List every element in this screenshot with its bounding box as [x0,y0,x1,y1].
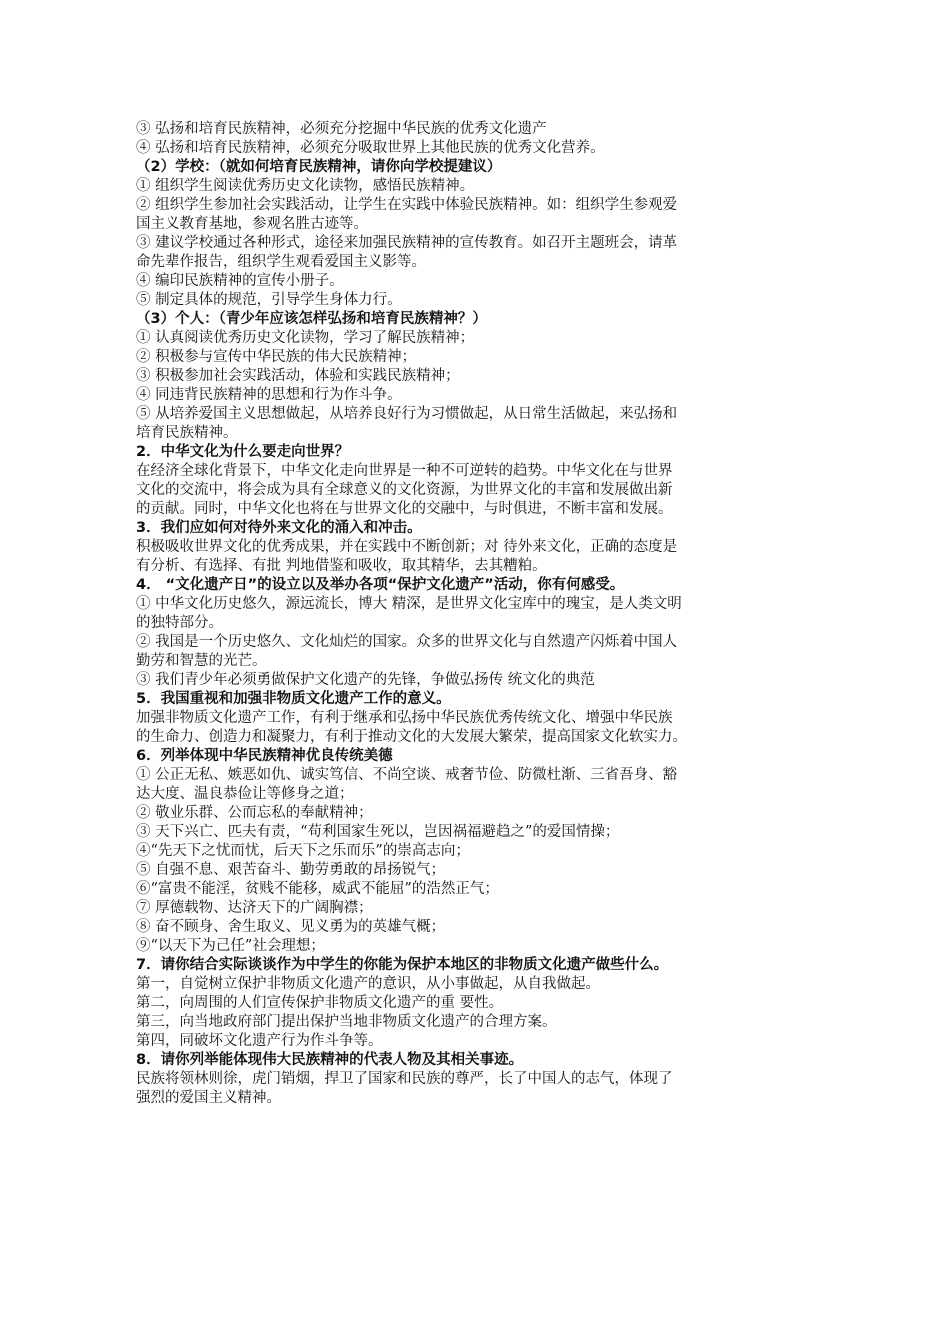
section-heading: 6．列举体现中华民族精神优良传统美德 [136,748,393,764]
text-line: 在经济全球化背景下，中华文化走向世界是一种不可逆转的趋势。中华文化在与世界 [136,463,673,479]
text-line: 勤劳和智慧的光芒。 [136,653,267,669]
text-line: 积极吸收世界文化的优秀成果，并在实践中不断创新；对 待外来文化，正确的态度是 [136,539,678,555]
text-line: 命先辈作报告，组织学生观看爱国主义影等。 [136,254,426,270]
text-line: 国主义教育基地，参观名胜古迹等。 [136,216,368,232]
text-line: ⑤ 制定具体的规范，引导学生身体力行。 [136,292,402,308]
text-line: ⑤ 从培养爱国主义思想做起，从培养良好行为习惯做起，从日常生活做起，来弘扬和 [136,406,678,422]
text-line: ④ 弘扬和培育民族精神，必须充分吸取世界上其他民族的优秀文化营养。 [136,140,605,156]
text-line: ① 认真阅读优秀历史文化读物，学习了解民族精神； [136,330,475,346]
text-line: ① 组织学生阅读优秀历史文化读物，感悟民族精神。 [136,178,475,194]
text-line: 第三，向当地政府部门提出保护当地非物质文化遗产的合理方案。 [136,1014,557,1030]
section-heading: （2）学校：（就如何培育民族精神，请你向学校提建议） [136,159,502,175]
text-line: 培育民族精神。 [136,425,238,441]
text-line: ② 组织学生参加社会实践活动，让学生在实践中体验民族精神。如：组织学生参观爱 [136,197,678,213]
text-line: 民族将领林则徐，虎门销烟，捍卫了国家和民族的尊严，长了中国人的志气，体现了 [136,1071,673,1087]
text-line: ④ 同违背民族精神的思想和行为作斗争。 [136,387,402,403]
text-line: 的生命力、创造力和凝聚力，有利于推动文化的大发展大繁荣，提高国家文化软实力。 [136,729,687,745]
text-line: ③ 建议学校通过各种形式，途径来加强民族精神的宣传教育。如召开主题班会，请革 [136,235,678,251]
text-line: ④ 编印民族精神的宣传小册子。 [136,273,344,289]
text-line: ⑧ 奋不顾身、舍生取义、见义勇为的英雄气概； [136,919,446,935]
section-heading: 7．请你结合实际谈谈作为中学生的你能为保护本地区的非物质文化遗产做些什么。 [136,957,669,973]
text-line: 第一，自觉树立保护非物质文化遗产的意识，从小事做起，从自我做起。 [136,976,600,992]
text-line: ③ 天下兴亡、匹夫有责，“苟利国家生死以，岂因祸福避趋之”的爱国情操； [136,824,620,840]
section-heading: （3）个人：（青少年应该怎样弘扬和培育民族精神？） [136,311,487,327]
text-line: ⑦ 厚德载物、达济天下的广阔胸襟； [136,900,373,916]
text-line: ① 中华文化历史悠久，源远流长，博大 精深，是世界文化宝库中的瑰宝，是人类文明 [136,596,682,612]
text-line: ② 敬业乐群、公而忘私的奉献精神； [136,805,373,821]
section-heading: 8．请你列举能体现伟大民族精神的代表人物及其相关事迹。 [136,1052,524,1068]
text-line: 达大度、温良恭俭让等修身之道； [136,786,354,802]
text-line: ④“先天下之忧而忧，后天下之乐而乐”的崇高志向； [136,843,470,859]
text-line: 强烈的爱国主义精神。 [136,1090,281,1106]
text-line: 有分析、有选择、有批 判地借鉴和吸收，取其精华，去其糟粕。 [136,558,547,574]
section-heading: 4． “文化遗产日”的设立以及举办各项“保护文化遗产”活动，你有何感受。 [136,577,625,593]
section-heading: 3．我们应如何对待外来文化的涌入和冲击。 [136,520,422,536]
text-line: ③ 积极参加社会实践活动，体验和实践民族精神； [136,368,460,384]
section-heading: 2．中华文化为什么要走向世界？ [136,444,350,460]
text-line: ⑤ 自强不息、艰苦奋斗、勤劳勇敢的昂扬锐气； [136,862,446,878]
text-line: ① 公正无私、嫉恶如仇、诚实笃信、不尚空谈、戒奢节俭、防微杜渐、三省吾身、豁 [136,767,678,783]
text-line: ② 积极参与宣传中华民族的伟大民族精神； [136,349,417,365]
text-line: ⑨“以天下为己任”社会理想； [136,938,325,954]
section-heading: 5．我国重视和加强非物质文化遗产工作的意义。 [136,691,451,707]
text-line: ③ 弘扬和培育民族精神，必须充分挖掘中华民族的优秀文化遗产 [136,121,547,137]
text-line: 的贡献。同时，中华文化也将在与世界文化的交融中，与时俱进，不断丰富和发展。 [136,501,673,517]
text-line: 加强非物质文化遗产工作，有利于继承和弘扬中华民族优秀传统文化、增强中华民族 [136,710,673,726]
text-line: ③ 我们青少年必须勇做保护文化遗产的先锋，争做弘扬传 统文化的典范 [136,672,595,688]
text-line: ⑥“富贵不能淫，贫贱不能移，威武不能屈”的浩然正气； [136,881,499,897]
text-line: 文化的交流中，将会成为具有全球意义的文化资源，为世界文化的丰富和发展做出新 [136,482,673,498]
text-line: 第二，向周围的人们宣传保护非物质文化遗产的重 要性。 [136,995,504,1011]
text-line: 的独特部分。 [136,615,223,631]
text-line: 第四，同破坏文化遗产行为作斗争等。 [136,1033,383,1049]
text-line: ② 我国是一个历史悠久、文化灿烂的国家。众多的世界文化与自然遗产闪烁着中国人 [136,634,678,650]
document-body [136,120,786,1108]
